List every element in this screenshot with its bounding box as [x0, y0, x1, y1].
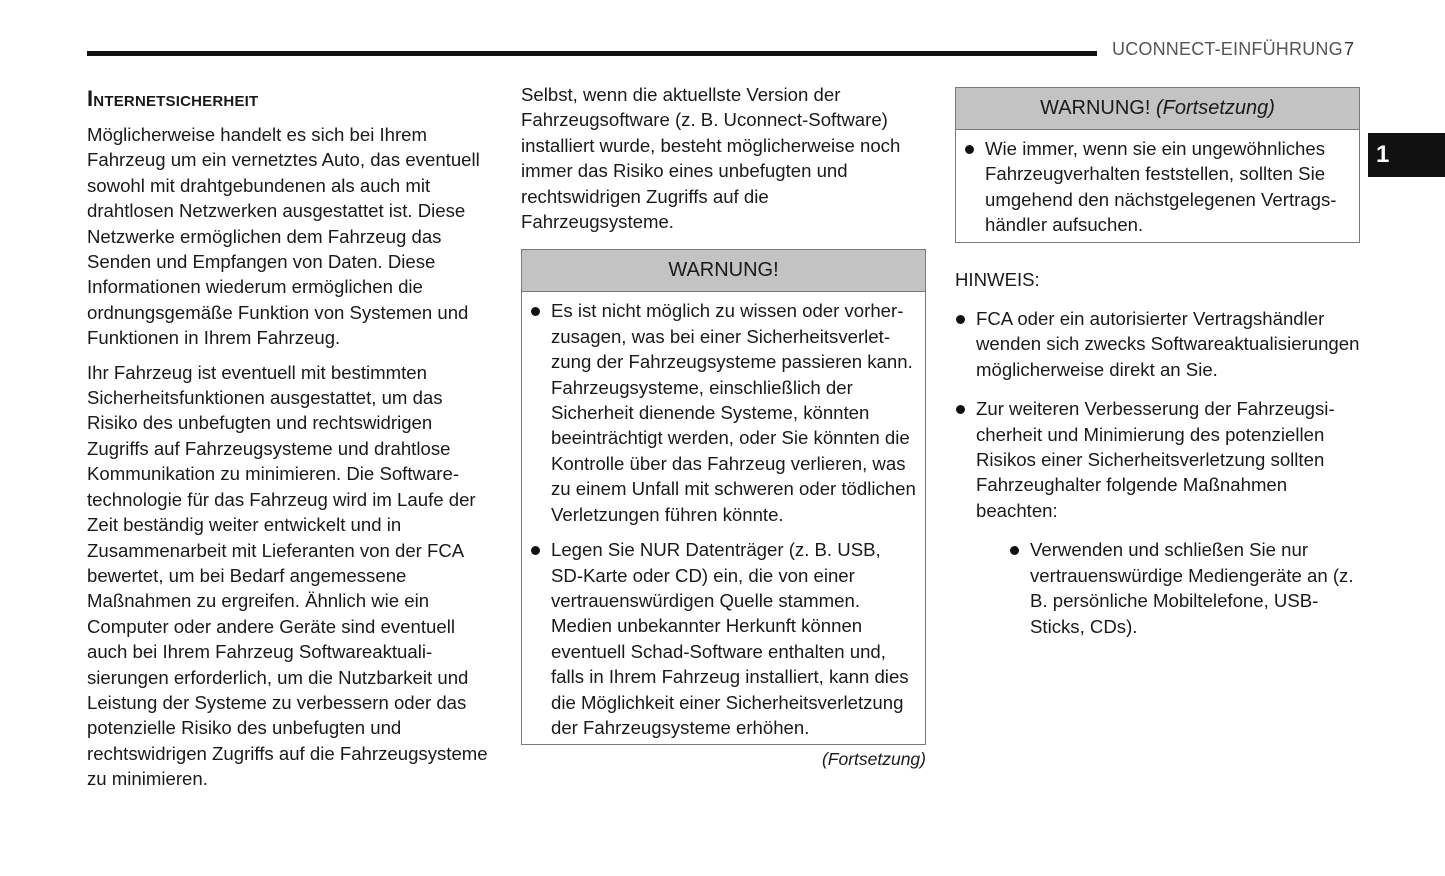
warning-continued-suffix: (Fortsetzung) [1156, 97, 1275, 119]
warning-continued-title-text: WARNUNG! [1040, 97, 1151, 119]
paragraph-security-functions: Ihr Fahrzeug ist eventuell mit bestimmten Sicherheitsfunktionen ausgestattet, um das Risiko des unbefugten und rechtswidrigen Zugriffs auf Fahrzeugsysteme und drahtlose Kommunikation zu minimieren. Die Softwaretechnologie für das Fahrzeug wird im Laufe der Zeit beständig weiter entwickelt und in Zusammenarbeit mit Lieferanten von der FCA bewertet, um bei Bedarf angemessene Maßnahmen zu ergreifen. Ähnlich wie ein Computer oder andere Geräte sind eventuell auch bei Ihrem Fahrzeug Softwareaktualisierungen erforderlich, um die Nutzbarkeit und Leistung der Systeme zu verbessern oder das potenzielle Risiko des unbefugten und rechtswidrigen Zugriffs auf die Fahrzeugsysteme zu minimieren. [87, 361, 488, 790]
header-rule [87, 51, 1097, 56]
column-3 [955, 87, 1360, 649]
chapter-tab[interactable]: 1 [1368, 133, 1445, 177]
note-item-text: Zur weiteren Verbesserung der Fahrzeugsicherheit und Minimierung des potenziellen Risikos einer Sicherheitsverletzung sollten Fahrzeughalter folgende Maßnahmen beachten: [976, 398, 1335, 521]
note-sub-item: Verwenden und schließen Sie nur vertrauenswürdige Mediengeräte an (z. B. persönliche Mobiltelefone, USB-Sticks, CDs). [1009, 537, 1360, 639]
continuation-note: (Fortsetzung) [821, 749, 926, 770]
warning-item: Legen Sie NUR Datenträger (z. B. USB, SD-Karte oder CD) ein, die von einer vertrauenswürdigen Quelle stammen. Medien unbekannter Herkunft können eventuell Schad-Software enthalten und, falls in Ihrem Fahrzeug installiert, kann dies die Möglichkeit einer Sicherheitsverletzung der Fahrzeugsysteme erhöhen. [530, 537, 917, 740]
column-2 [521, 82, 926, 773]
paragraph-risk-intro: Selbst, wenn die aktuellste Version der Fahrzeugsoftware (z. B. Uconnect-Software) installiert wurde, besteht möglicherweise noch immer das Risiko eines unbefugten und rechtswidrigen Zugriffs auf die Fahrzeugsysteme. [521, 84, 901, 233]
warning-continued-box [955, 87, 1360, 243]
warning-box [521, 249, 926, 745]
warning-item: Wie immer, wenn sie ein ungewöhnliches Fahrzeugverhalten feststellen, sollten Sie umgehend den nächstgelegenen Vertragshändler aufsuchen. [964, 136, 1351, 238]
warning-list [530, 298, 917, 740]
note-item: FCA oder ein autorisierter Vertragshändler wenden sich zwecks Softwareaktualisierungen möglicherweise direkt an Sie. [955, 306, 1360, 382]
warning-continued-body [956, 130, 1359, 242]
note-item [955, 396, 1360, 639]
section-title: Internetsicherheit [87, 86, 259, 111]
note-list [955, 306, 1360, 639]
paragraph-connected-car: Möglicherweise handelt es sich bei Ihrem Fahrzeug um ein vernetztes Auto, das eventuell sowohl mit drahtgebundenen als auch mit drahtlosen Netzwerken ausgestattet ist. Diese Netzwerke ermöglichen dem Fahrzeug das Senden und Empfangen von Daten. Diese Informationen wiederum ermöglichen die ordnungsgemäße Funktion von Systemen und Funktionen in Ihrem Fahrzeug. [87, 124, 480, 349]
warning-title-text: WARNUNG! [668, 259, 779, 282]
warning-item: Es ist nicht möglich zu wissen oder vorherzusagen, was bei einer Sicherheitsverletzung der Fahrzeugsysteme passieren kann. Fahrzeugsysteme, einschließlich der Sicherheit dienende Systeme, könnten beeinträchtigt werden, oder Sie könnten die Kontrolle über das Fahrzeug verlieren, was zu einem Unfall mit schweren oder tödlichen Verletzungen führen könnte. [530, 298, 917, 527]
note-sub-list [1009, 537, 1360, 639]
warning-title [522, 250, 925, 292]
page-number: 7 [1344, 39, 1355, 59]
warning-continued-title [956, 88, 1359, 130]
note-title: HINWEIS: [955, 268, 1040, 290]
warning-continued-list [964, 136, 1351, 238]
column-1 [87, 82, 489, 801]
warning-body [522, 292, 925, 744]
running-header-section: UCONNECT-EINFÜHRUNG [1112, 39, 1343, 59]
